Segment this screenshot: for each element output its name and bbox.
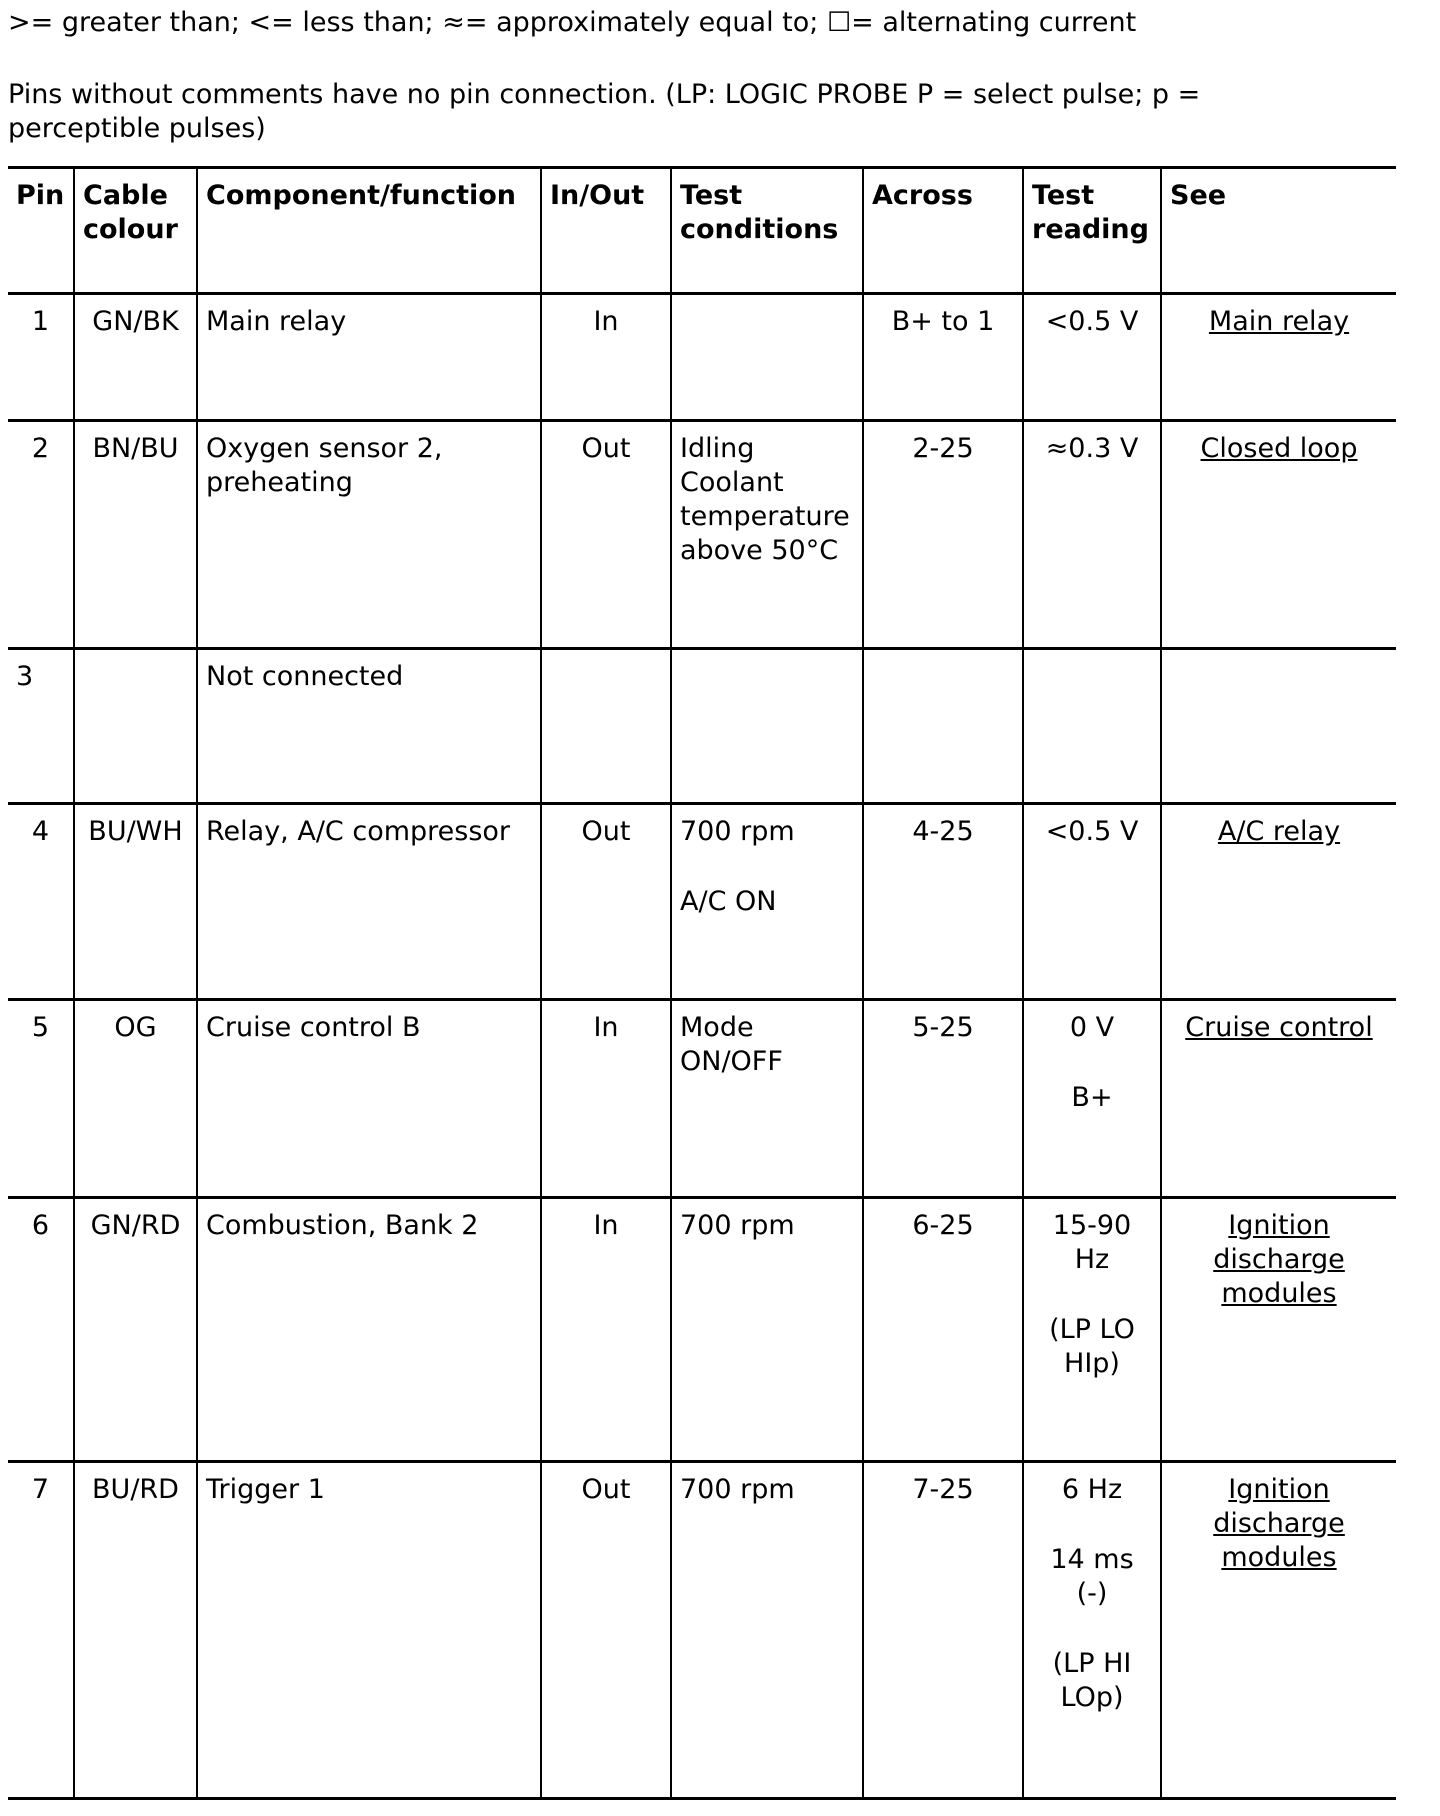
component-function: Cruise control B <box>197 1000 541 1198</box>
cable-colour: BN/BU <box>74 421 197 649</box>
see-link-closed-loop[interactable]: Closed loop <box>1200 433 1358 464</box>
in-out: In <box>541 1198 671 1462</box>
test-conditions: 700 rpm <box>671 1198 863 1462</box>
test-conditions: Idling Coolant temperature above 50°C <box>671 421 863 649</box>
see-link-cruise-control[interactable]: Cruise control <box>1185 1012 1373 1043</box>
cable-colour: GN/BK <box>74 294 197 421</box>
table-row <box>8 1462 1396 1799</box>
cable-colour: GN/RD <box>74 1198 197 1462</box>
table-row <box>8 421 1396 649</box>
in-out: Out <box>541 804 671 1000</box>
pin-number: 1 <box>8 294 74 421</box>
see-cell <box>1161 1000 1396 1198</box>
table-row <box>8 1000 1396 1198</box>
header-component: Component/function <box>197 168 541 294</box>
pin-note: Pins without comments have no pin connection. (LP: LOGIC PROBE P = select pulse; p = perceptible pulses) <box>8 79 1201 144</box>
component-function: Combustion, Bank 2 <box>197 1198 541 1462</box>
see-link-ignition-discharge-modules[interactable]: Ignition discharge modules <box>1213 1210 1345 1309</box>
across <box>863 649 1023 804</box>
test-reading: <0.5 V <box>1023 804 1161 1000</box>
test-conditions: 700 rpm <box>671 1462 863 1799</box>
test-reading <box>1023 649 1161 804</box>
header-across: Across <box>863 168 1023 294</box>
cable-colour: BU/RD <box>74 1462 197 1799</box>
in-out: Out <box>541 1462 671 1799</box>
component-function: Main relay <box>197 294 541 421</box>
pin-number: 7 <box>8 1462 74 1799</box>
table-row <box>8 804 1396 1000</box>
component-function: Not connected <box>197 649 541 804</box>
cable-colour: BU/WH <box>74 804 197 1000</box>
test-conditions <box>671 294 863 421</box>
pin-number: 4 <box>8 804 74 1000</box>
table-row <box>8 294 1396 421</box>
pin-number: 5 <box>8 1000 74 1198</box>
see-cell <box>1161 804 1396 1000</box>
table-row <box>8 1198 1396 1462</box>
across: 7-25 <box>863 1462 1023 1799</box>
header-row <box>8 168 1396 294</box>
pin-table <box>8 166 1396 1800</box>
pin-number: 2 <box>8 421 74 649</box>
pin-number: 3 <box>8 649 74 804</box>
in-out: Out <box>541 421 671 649</box>
header-inout: In/Out <box>541 168 671 294</box>
in-out <box>541 649 671 804</box>
see-link-main-relay[interactable]: Main relay <box>1208 306 1350 337</box>
component-function: Trigger 1 <box>197 1462 541 1799</box>
header-see: See <box>1161 168 1396 294</box>
see-cell <box>1161 1198 1396 1462</box>
test-reading: 0 V B+ <box>1023 1000 1161 1198</box>
see-link-ignition-discharge-modules[interactable]: Ignition discharge modules <box>1213 1474 1345 1573</box>
test-reading: ≈0.3 V <box>1023 421 1161 649</box>
header-cable-colour: Cable colour <box>74 168 197 294</box>
test-conditions: 700 rpm A/C ON <box>671 804 863 1000</box>
across: B+ to 1 <box>863 294 1023 421</box>
table-row <box>8 649 1396 804</box>
pin-number: 6 <box>8 1198 74 1462</box>
across: 4-25 <box>863 804 1023 1000</box>
across: 5-25 <box>863 1000 1023 1198</box>
see-cell <box>1161 421 1396 649</box>
header-test-reading: Test reading <box>1023 168 1161 294</box>
see-link-ac-relay[interactable]: A/C relay <box>1217 816 1341 847</box>
test-conditions: Mode ON/OFF <box>671 1000 863 1198</box>
in-out: In <box>541 294 671 421</box>
cable-colour <box>74 649 197 804</box>
component-function: Oxygen sensor 2, preheating <box>197 421 541 649</box>
see-cell <box>1161 649 1396 804</box>
across: 6-25 <box>863 1198 1023 1462</box>
see-cell <box>1161 1462 1396 1799</box>
header-pin: Pin <box>8 168 74 294</box>
header-test-conditions: Test conditions <box>671 168 863 294</box>
cable-colour: OG <box>74 1000 197 1198</box>
symbol-legend: >= greater than; <= less than; ≈= approximately equal to; ☐= alternating current <box>8 7 1137 38</box>
test-reading: <0.5 V <box>1023 294 1161 421</box>
test-conditions <box>671 649 863 804</box>
test-reading: 6 Hz 14 ms (-) (LP HI LOp) <box>1023 1462 1161 1799</box>
see-cell <box>1161 294 1396 421</box>
across: 2-25 <box>863 421 1023 649</box>
test-reading: 15-90 Hz (LP LO HIp) <box>1023 1198 1161 1462</box>
component-function: Relay, A/C compressor <box>197 804 541 1000</box>
in-out: In <box>541 1000 671 1198</box>
